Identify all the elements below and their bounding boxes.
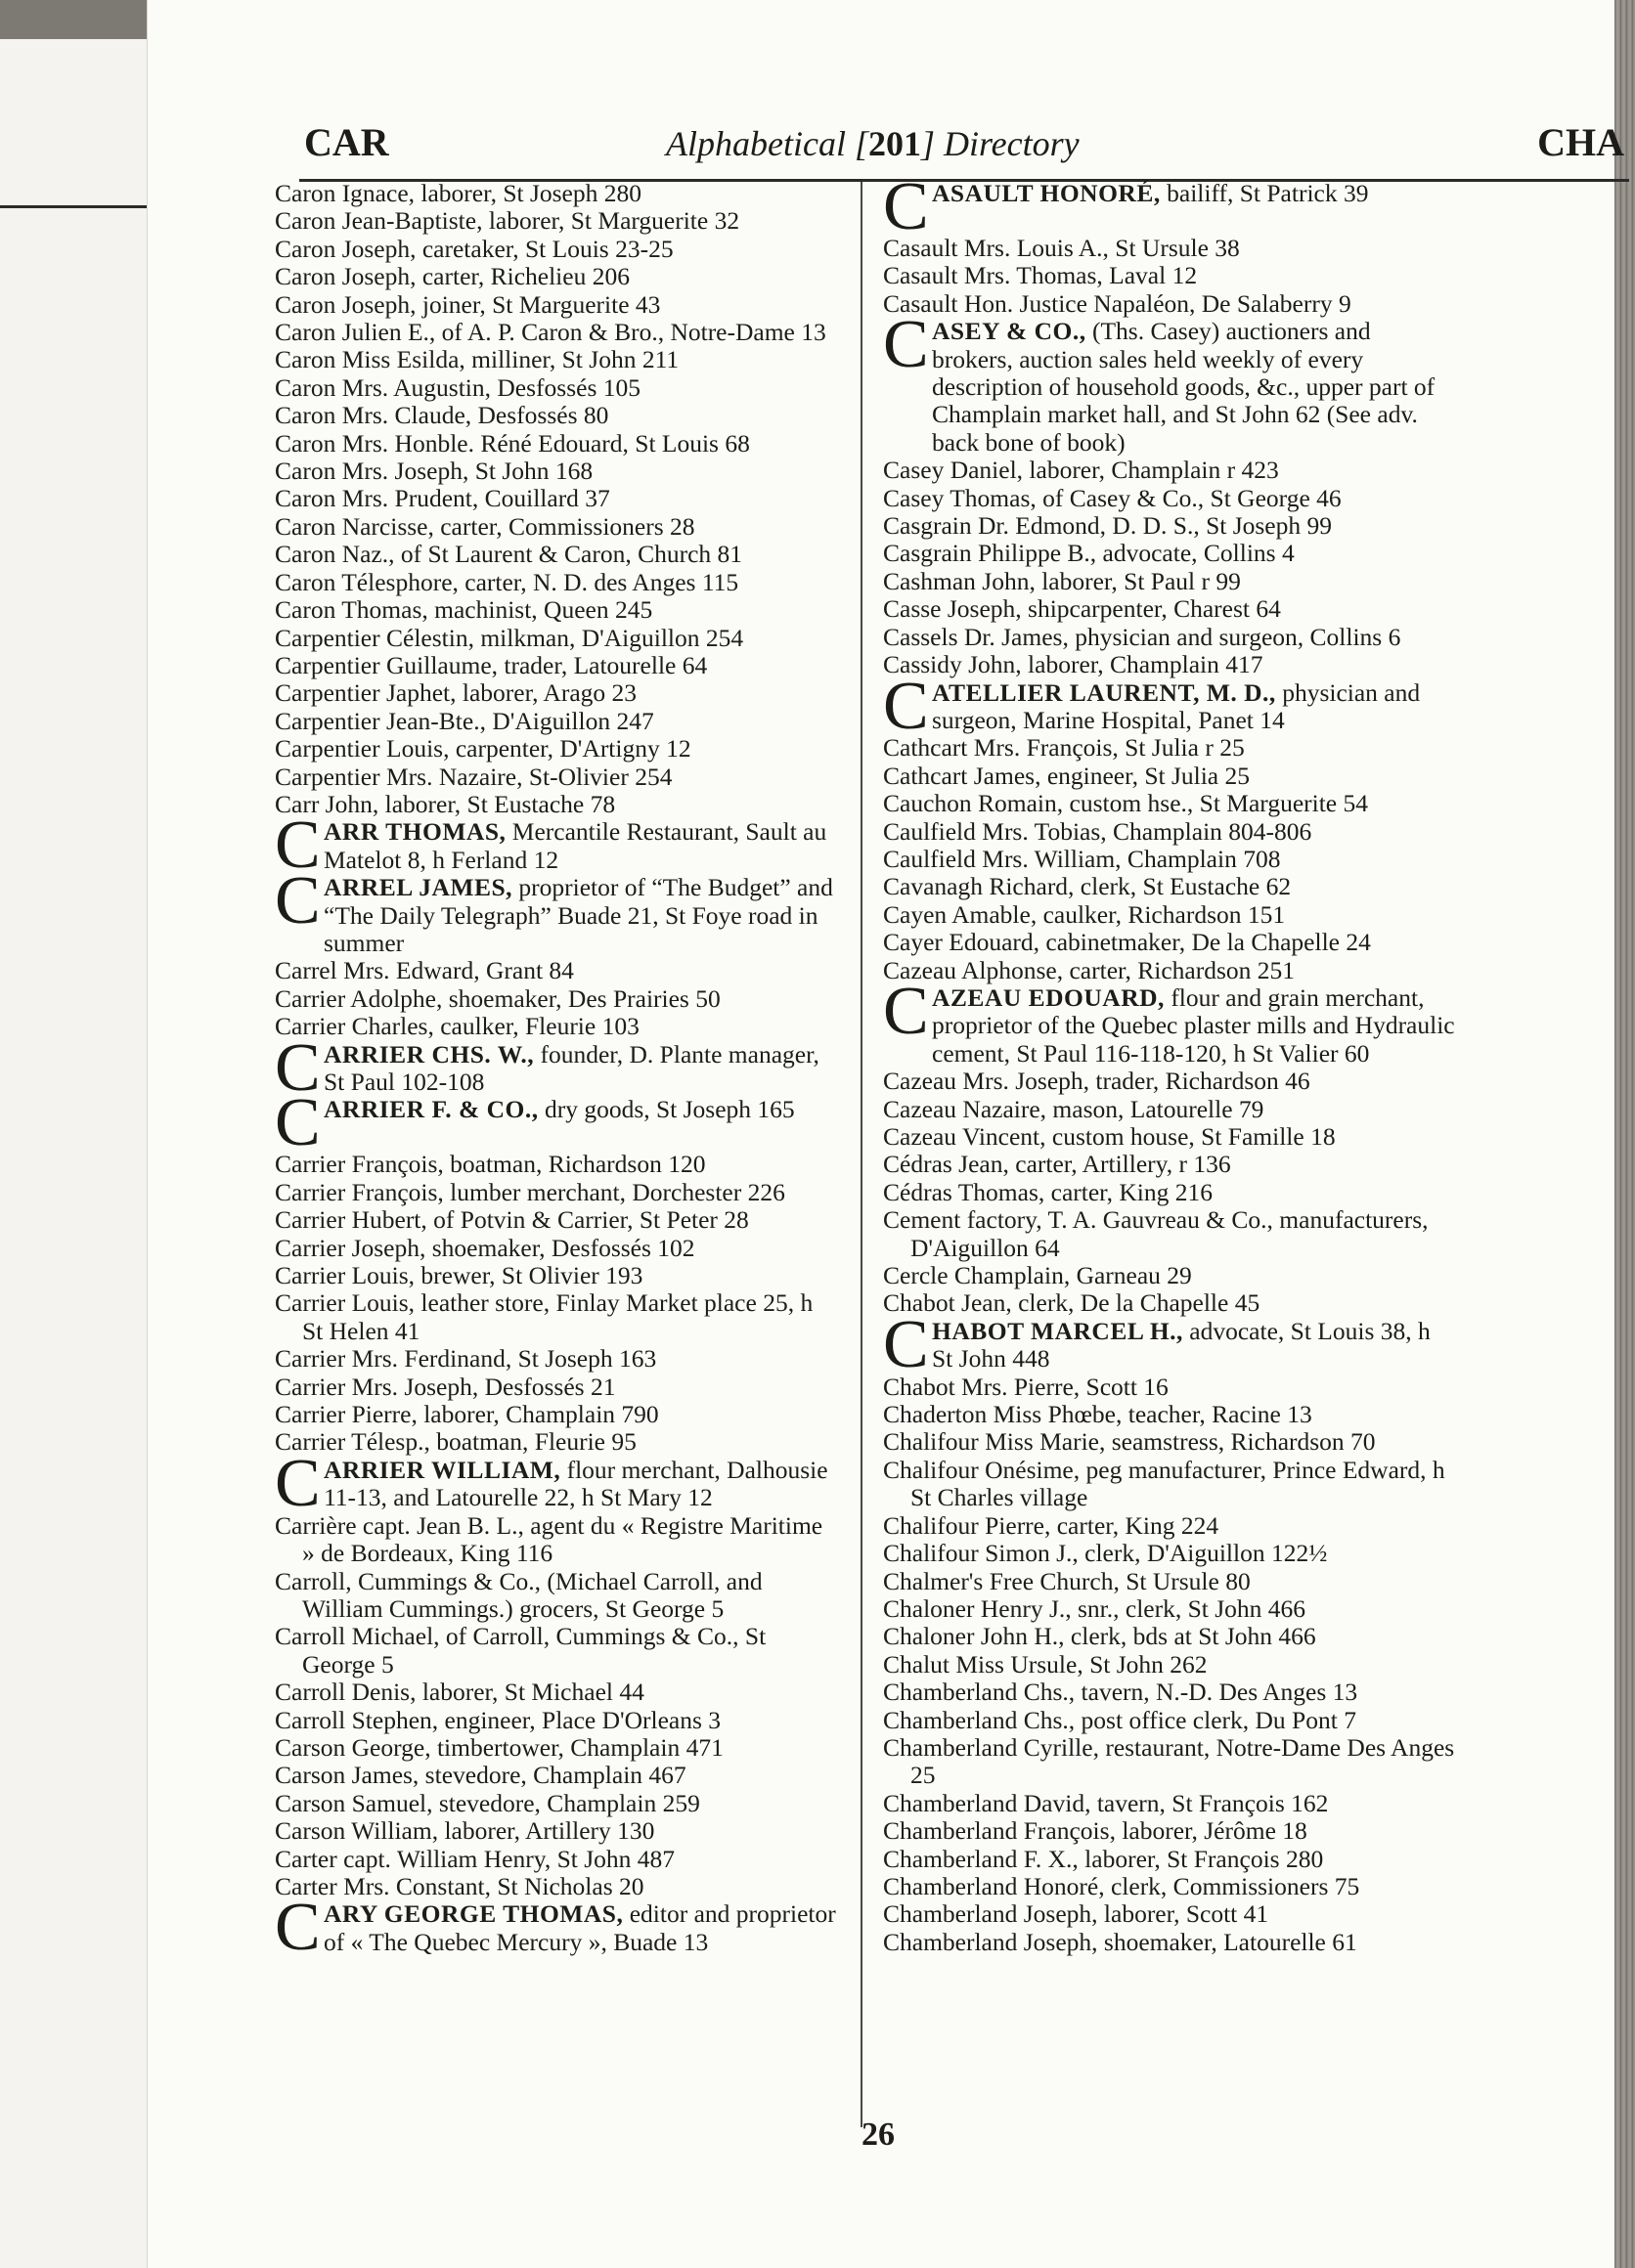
directory-entry: Carrier Charles, caulker, Fleurie 103 [275, 1012, 640, 1041]
directory-entry: Carrier Télesp., boatman, Fleurie 95 [275, 1427, 637, 1457]
directory-entry: Cathcart Mrs. François, St Julia r 25 [883, 733, 1245, 763]
directory-entry-featured [275, 1890, 837, 1966]
directory-entry: Carrier François, boatman, Richardson 120 [275, 1150, 706, 1179]
directory-entry: Carrier Pierre, laborer, Champlain 790 [275, 1400, 659, 1429]
directory-entry: Chalifour Onésime, peg manufacturer, Prince Edward, h St Charles village [883, 1455, 1445, 1512]
running-head-title-b: ] Directory [920, 124, 1080, 163]
entry-details: proprietor of “The Budget” and “The Daily Telegraph” Buade 21, St Foye road in summer [324, 873, 833, 957]
directory-entry: Caron Miss Esilda, milliner, St John 211 [275, 345, 680, 374]
directory-entry: Carpentier Louis, carpenter, D'Artigny 12 [275, 734, 691, 763]
directory-entry: Carroll Denis, laborer, St Michael 44 [275, 1678, 644, 1707]
entry-name: ATELLIER LAURENT, M. D., [932, 677, 1276, 707]
directory-entry: Chamberland Chs., post office clerk, Du Pont 7 [883, 1705, 1356, 1734]
drop-cap: C [275, 1445, 321, 1521]
directory-entry: Chamberland Chs., tavern, N.-D. Des Anges 13 [883, 1678, 1358, 1707]
running-head-right: CHA [1537, 120, 1624, 164]
directory-entry: Casse Joseph, shipcarpenter, Charest 64 [883, 594, 1281, 624]
directory-entry: Carrier Louis, leather store, Finlay Market place 25, h St Helen 41 [275, 1288, 814, 1345]
directory-entry: Carpentier Célestin, milkman, D'Aiguillon 254 [275, 623, 744, 652]
directory-entry: Casey Thomas, of Casey & Co., St George 46 [883, 483, 1342, 512]
directory-entry: Carrier Louis, brewer, St Olivier 193 [275, 1261, 643, 1290]
directory-entry: Caulfield Mrs. Tobias, Champlain 804-806 [883, 816, 1312, 846]
running-head-left: CAR [304, 120, 389, 164]
directory-entry: Carter Mrs. Constant, St Nicholas 20 [275, 1871, 644, 1900]
running-head-title-a: Alphabetical [ [666, 124, 868, 163]
directory-entry: Cassidy John, laborer, Champlain 417 [883, 650, 1263, 679]
directory-entry: Casault Mrs. Thomas, Laval 12 [883, 261, 1198, 290]
directory-entry-featured [275, 1029, 837, 1106]
directory-entry: Cayer Edouard, cabinetmaker, De la Chapelle 24 [883, 928, 1371, 957]
drop-cap: C [883, 307, 929, 383]
directory-entry: Carrier Mrs. Ferdinand, St Joseph 163 [275, 1344, 657, 1374]
directory-entry: Carrier Hubert, of Potvin & Carrier, St Peter 28 [275, 1205, 749, 1235]
entry-name: ARY GEORGE THOMAS, [324, 1899, 624, 1929]
directory-entry: Carpentier Japhet, laborer, Arago 23 [275, 678, 638, 708]
entry-details: flour merchant, Dalhousie 11-13, and Latourelle 22, h St Mary 12 [324, 1455, 828, 1512]
directory-entry: Caron Mrs. Prudent, Couillard 37 [275, 484, 610, 513]
entry-name: AZEAU EDOUARD, [932, 982, 1165, 1012]
directory-entry: Casgrain Dr. Edmond, D. D. S., St Joseph 99 [883, 511, 1332, 541]
directory-entry: Chaloner John H., clerk, bds at St John 466 [883, 1622, 1316, 1651]
running-head-center [666, 123, 1080, 164]
directory-entry: Caron Joseph, caretaker, St Louis 23-25 [275, 234, 674, 263]
drop-cap: C [275, 807, 321, 884]
directory-entry: Carrière capt. Jean B. L., agent du « Registre Maritime » de Bordeaux, King 116 [275, 1510, 823, 1568]
directory-entry: Cazeau Mrs. Joseph, trader, Richardson 46 [883, 1067, 1310, 1096]
page-folio: 26 [862, 2116, 895, 2153]
directory-entry: Cazeau Alphonse, carter, Richardson 251 [883, 955, 1296, 984]
directory-entry: Carroll, Cummings & Co., (Michael Carroll, and William Cummings.) grocers, St George 5 [275, 1566, 763, 1623]
directory-entry: Caron Joseph, joiner, St Marguerite 43 [275, 289, 661, 319]
directory-entry-featured [275, 1085, 837, 1161]
entry-name: ARREL JAMES, [324, 873, 513, 902]
directory-entry: Carson William, laborer, Artillery 130 [275, 1816, 655, 1846]
entry-details: flour and grain merchant, proprietor of the Quebec plaster mills and Hydraulic cement, St Paul 116-118-120, h St Valier 60 [932, 982, 1455, 1068]
entry-details: editor and proprietor of « The Quebec Mercury », Buade 13 [324, 1899, 836, 1956]
directory-entry: Chabot Jean, clerk, De la Chapelle 45 [883, 1288, 1260, 1318]
directory-entry: Carrier Mrs. Joseph, Desfossés 21 [275, 1372, 616, 1401]
previous-page-rule [0, 205, 147, 208]
directory-entry: Carrier Adolphe, shoemaker, Des Prairies 50 [275, 983, 721, 1013]
running-head-number: 201 [867, 124, 921, 163]
directory-entry: Casey Daniel, laborer, Champlain r 423 [883, 456, 1279, 485]
directory-entry: Carpentier Guillaume, trader, Latourelle 64 [275, 650, 708, 679]
directory-entry: Casgrain Philippe B., advocate, Collins 4 [883, 539, 1295, 568]
entry-name: ASAULT HONORÉ, [932, 179, 1161, 207]
directory-entry: Chalifour Miss Marie, seamstress, Richardson 70 [883, 1427, 1376, 1457]
previous-page-edge [0, 39, 149, 2268]
directory-entry: Carpentier Mrs. Nazaire, St-Olivier 254 [275, 762, 673, 791]
directory-entry: Carr John, laborer, St Eustache 78 [275, 789, 616, 818]
directory-entry: Cédras Thomas, carter, King 216 [883, 1177, 1214, 1206]
directory-entry: Carter capt. William Henry, St John 487 [275, 1844, 676, 1873]
directory-entry: Caron Ignace, laborer, St Joseph 280 [275, 179, 642, 207]
left-column [275, 179, 837, 1966]
directory-entry: Chamberland Joseph, shoemaker, Latourelle 61 [883, 1927, 1357, 1956]
directory-entry: Chaloner Henry J., snr., clerk, St John 466 [883, 1593, 1306, 1623]
directory-entry: Caron Jean-Baptiste, laborer, St Marguerite 32 [275, 206, 740, 236]
directory-entry: Carrier Joseph, shoemaker, Desfossés 102 [275, 1233, 695, 1262]
directory-entry-featured [883, 668, 1457, 744]
directory-entry: Cazeau Vincent, custom house, St Famille 18 [883, 1122, 1336, 1151]
directory-entry: Caron Mrs. Joseph, St John 168 [275, 457, 594, 486]
directory-entry: Caron Naz., of St Laurent & Caron, Church 81 [275, 540, 743, 569]
entry-details: (Ths. Casey) auctioners and brokers, auction sales held weekly of every description of household goods, &c., upper part of Champlain market hall, and St John 62 (See adv. back bone of book) [932, 317, 1436, 457]
directory-entry: Caron Mrs. Honble. Réné Edouard, St Louis 68 [275, 428, 750, 458]
entry-details: advocate, St Louis 38, h St John 448 [932, 1316, 1431, 1374]
entry-name: ARR THOMAS, [324, 817, 507, 847]
entry-details: founder, D. Plante manager, St Paul 102-108 [324, 1039, 819, 1096]
directory-entry-featured [883, 307, 1457, 457]
directory-entry: Casault Hon. Justice Napaléon, De Salaberry 9 [883, 288, 1351, 318]
entry-name: ARRIER WILLIAM, [324, 1455, 561, 1484]
directory-entry: Caron Thomas, machinist, Queen 245 [275, 595, 653, 625]
entry-details: physician and surgeon, Marine Hospital, Panet 14 [932, 677, 1421, 734]
directory-entry: Carson Samuel, stevedore, Champlain 259 [275, 1788, 700, 1817]
drop-cap: C [275, 1890, 321, 1966]
directory-entry: Cement factory, T. A. Gauvreau & Co., manufacturers, D'Aiguillon 64 [883, 1205, 1429, 1262]
directory-entry: Cauchon Romain, custom hse., St Marguerite 54 [883, 789, 1369, 818]
column-divider [861, 182, 862, 2127]
entry-name: HABOT MARCEL H., [932, 1316, 1183, 1345]
directory-entry: Cavanagh Richard, clerk, St Eustache 62 [883, 872, 1292, 901]
drop-cap: C [883, 1306, 929, 1382]
directory-entry-featured [883, 973, 1457, 1068]
entry-name: ASEY & CO., [932, 317, 1086, 346]
directory-entry: Chalifour Pierre, carter, King 224 [883, 1510, 1219, 1540]
directory-entry: Cazeau Nazaire, mason, Latourelle 79 [883, 1094, 1264, 1123]
directory-entry: Caron Mrs. Claude, Desfossés 80 [275, 401, 609, 430]
directory-entry: Cathcart James, engineer, St Julia 25 [883, 761, 1251, 790]
directory-entry: Caron Mrs. Augustin, Desfossés 105 [275, 372, 641, 402]
directory-entry: Chamberland Cyrille, restaurant, Notre-Dame Des Anges 25 [883, 1732, 1455, 1790]
entry-details: bailiff, St Patrick 39 [1160, 179, 1369, 207]
directory-entry: Chamberland François, laborer, Jérôme 18 [883, 1816, 1307, 1846]
entry-name: ARRIER F. & CO., [324, 1095, 539, 1124]
directory-page [147, 0, 1624, 2268]
drop-cap: C [883, 668, 929, 744]
directory-entry: Cayen Amable, caulker, Richardson 151 [883, 899, 1286, 929]
directory-entry: Carson James, stevedore, Champlain 467 [275, 1761, 686, 1790]
drop-cap: C [275, 863, 321, 939]
directory-entry: Cercle Champlain, Garneau 29 [883, 1261, 1192, 1290]
directory-entry-featured [275, 1445, 837, 1521]
entry-name: ARRIER CHS. W., [324, 1039, 535, 1069]
directory-entry: Caron Julien E., of A. P. Caron & Bro., Notre-Dame 13 [275, 318, 826, 347]
directory-entry: Caron Narcisse, carter, Commissioners 28 [275, 511, 695, 541]
directory-entry: Carroll Stephen, engineer, Place D'Orleans 3 [275, 1705, 722, 1734]
directory-entry: Carpentier Jean-Bte., D'Aiguillon 247 [275, 706, 654, 735]
directory-entry: Cassels Dr. James, physician and surgeon, Collins 6 [883, 622, 1401, 651]
directory-entry: Cashman John, laborer, St Paul r 99 [883, 566, 1241, 595]
directory-entry: Cédras Jean, carter, Artillery, r 136 [883, 1150, 1231, 1179]
directory-entry-featured [883, 169, 1457, 244]
entry-details: Mercantile Restaurant, Sault au Matelot 8, h Ferland 12 [324, 817, 827, 874]
directory-entry: Caulfield Mrs. William, Champlain 708 [883, 844, 1281, 873]
directory-entry: Chabot Mrs. Pierre, Scott 16 [883, 1372, 1169, 1401]
directory-entry: Chamberland David, tavern, St François 162 [883, 1788, 1329, 1817]
right-column [883, 169, 1457, 1956]
directory-entry: Chalifour Simon J., clerk, D'Aiguillon 122½ [883, 1539, 1328, 1568]
directory-entry: Carrier François, lumber merchant, Dorchester 226 [275, 1177, 785, 1206]
directory-entry: Chamberland F. X., laborer, St François 280 [883, 1844, 1324, 1873]
drop-cap: C [883, 973, 929, 1049]
directory-entry: Chalmer's Free Church, St Ursule 80 [883, 1566, 1251, 1595]
directory-entry: Chamberland Joseph, laborer, Scott 41 [883, 1899, 1269, 1929]
directory-entry-featured [883, 1306, 1457, 1382]
directory-entry: Carson George, timbertower, Champlain 471 [275, 1732, 724, 1762]
directory-entry: Carrel Mrs. Edward, Grant 84 [275, 956, 574, 985]
drop-cap: C [275, 1085, 321, 1161]
directory-entry-featured [275, 807, 837, 884]
directory-entry: Chamberland Honoré, clerk, Commissioners 75 [883, 1871, 1360, 1900]
drop-cap: C [275, 1029, 321, 1106]
running-head [304, 119, 1624, 178]
directory-entry: Caron Joseph, carter, Richelieu 206 [275, 262, 630, 291]
drop-cap: C [883, 169, 929, 244]
directory-entry: Carroll Michael, of Carroll, Cummings & Co., St George 5 [275, 1622, 767, 1679]
directory-entry: Chaderton Miss Phœbe, teacher, Racine 13 [883, 1400, 1312, 1429]
directory-entry: Caron Télesphore, carter, N. D. des Anges 115 [275, 567, 739, 596]
directory-entry: Casault Mrs. Louis A., St Ursule 38 [883, 234, 1240, 262]
directory-entry-featured [275, 863, 837, 957]
directory-entry: Chalut Miss Ursule, St John 262 [883, 1649, 1208, 1679]
entry-details: dry goods, St Joseph 165 [538, 1095, 795, 1124]
